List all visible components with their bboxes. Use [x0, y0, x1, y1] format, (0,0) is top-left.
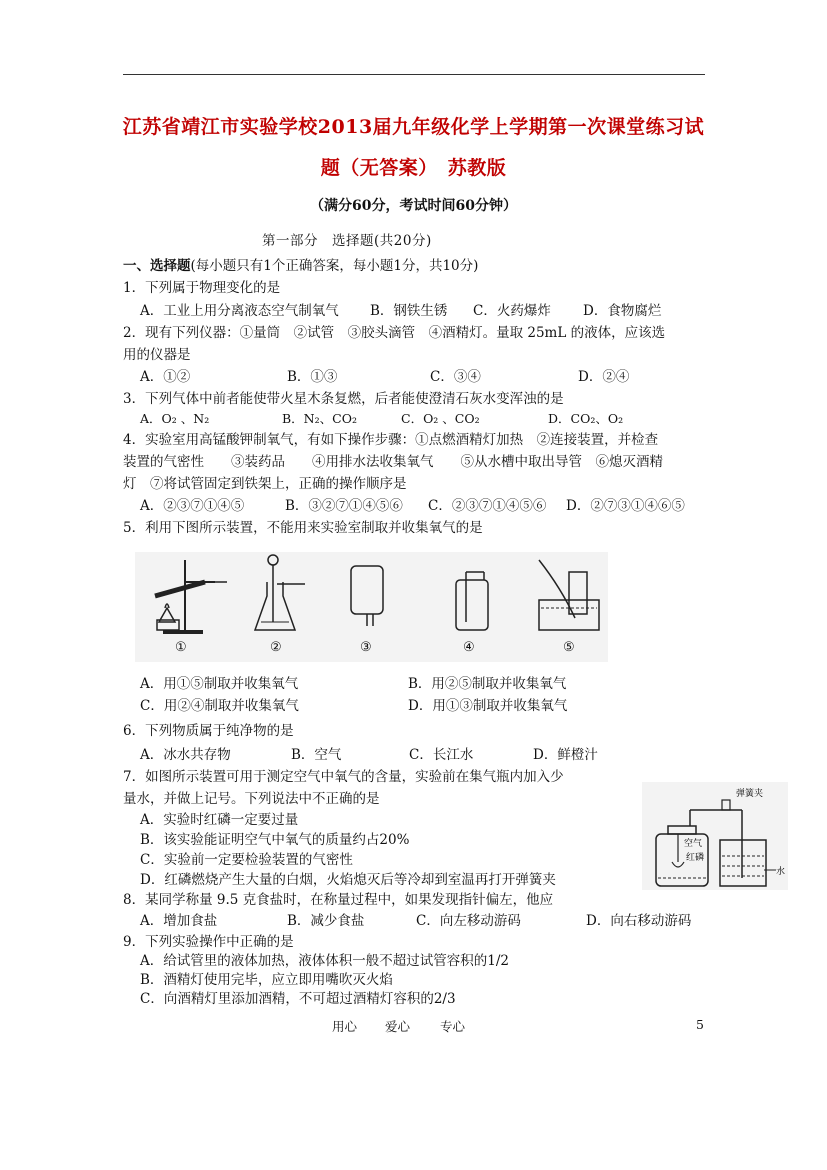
q4-option-a: A．②③⑦①④⑤	[140, 498, 245, 514]
q7-option-d: D．红磷燃烧产生大量的白烟，火焰熄灭后等冷却到室温再打开弹簧夹	[140, 872, 556, 888]
q7-option-a: A．实验时红磷一定要过量	[140, 812, 299, 828]
label-phosphorus: 红磷	[686, 853, 705, 863]
q9-option-b: B．酒精灯使用完毕，应立即用嘴吹灭火焰	[140, 972, 393, 988]
part1-heading	[123, 256, 478, 276]
label-water: 水	[776, 867, 786, 877]
footer-word-2: 爱心	[385, 1019, 411, 1034]
q6-stem: 6．下列物质属于纯净物的是	[123, 723, 294, 739]
q2-stem-line1: 2．现有下列仪器：①量筒 ②试管 ③胶头滴管 ④酒精灯。量取 25mL 的液体，应该选	[123, 325, 666, 341]
q6-option-a: A．冰水共存物	[140, 747, 231, 763]
doc-title-line2: 题（无答案） 苏教版	[320, 157, 507, 179]
apparatus-1-heating-tube	[145, 552, 230, 637]
q4-stem-line1: 4．实验室用高锰酸钾制氧气，有如下操作步骤：①点燃酒精灯加热 ②连接装置，并检查	[123, 432, 659, 448]
label-air: 空气	[684, 839, 703, 849]
q2-option-c: C．③④	[430, 369, 481, 385]
apparatus-5-water-trough	[535, 552, 605, 637]
q1-option-a: A．工业上用分离液态空气制氧气	[140, 303, 339, 319]
q7-option-b: B．该实验能证明空气中氧气的质量约占20%	[140, 832, 410, 848]
footer-word-1: 用心	[332, 1019, 358, 1034]
q5-option-c: C．用②④制取并收集氧气	[140, 698, 299, 714]
q8-option-c: C．向左移动游码	[416, 913, 521, 929]
q9-option-a: A．给试管里的液体加热，液体体积一般不超过试管容积的1/2	[140, 953, 509, 969]
q3-option-d: D．CO₂、O₂	[548, 411, 624, 426]
q5-option-a: A．用①⑤制取并收集氧气	[140, 676, 299, 692]
q6-option-d: D．鲜橙汁	[533, 747, 598, 763]
header-rule	[123, 74, 705, 75]
q3-option-a: A．O₂ 、N₂	[140, 411, 210, 426]
q2-option-a: A．①②	[140, 369, 191, 385]
fig-label-4: ④	[463, 640, 475, 655]
doc-title-line1: 江苏省靖江市实验学校2013届九年级化学上学期第一次课堂练习试	[122, 116, 705, 138]
apparatus-4-gas-bottle	[450, 552, 500, 637]
q4-stem-line3: 灯 ⑦将试管固定到铁架上，正确的操作顺序是	[123, 476, 407, 492]
q8-option-a: A．增加食盐	[140, 913, 218, 929]
q9-stem: 9．下列实验操作中正确的是	[123, 934, 294, 950]
q3-option-c: C．O₂ 、CO₂	[401, 411, 480, 426]
fig-label-3: ③	[360, 640, 372, 655]
q5-option-d: D．用①③制取并收集氧气	[408, 698, 568, 714]
doc-subtitle: （满分60分，考试时间60分钟）	[310, 198, 517, 214]
apparatus-3-inverted-bottle	[345, 552, 395, 637]
q8-stem: 8．某同学称量 9.5 克食盐时，在称量过程中，如果发现指针偏左，他应	[123, 892, 554, 908]
q9-option-c: C．向酒精灯里添加酒精，不可超过酒精灯容积的2/3	[140, 991, 456, 1007]
section-heading: 第一部分 选择题(共20分)	[262, 233, 432, 249]
fig-label-1: ①	[175, 640, 187, 655]
q2-stem-line2: 用的仪器是	[123, 347, 191, 363]
q7-stem-line1: 7．如图所示装置可用于测定空气中氧气的含量，实验前在集气瓶内加入少	[123, 769, 564, 785]
apparatus-2-conical-flask	[253, 552, 313, 637]
q3-stem: 3．下列气体中前者能使带火星木条复燃，后者能使澄清石灰水变浑浊的是	[123, 391, 564, 407]
fig-label-5: ⑤	[563, 640, 575, 655]
q8-option-b: B．减少食盐	[287, 913, 365, 929]
label-clamp: 弹簧夹	[736, 789, 764, 799]
q6-option-b: B．空气	[291, 747, 342, 763]
q5-apparatus-figure	[135, 552, 608, 662]
q5-stem: 5．利用下图所示装置，不能用来实验室制取并收集氧气的是	[123, 520, 483, 536]
q7-option-c: C．实验前一定要检验装置的气密性	[140, 852, 353, 868]
footer-word-3: 专心	[440, 1019, 466, 1034]
q1-option-b: B．钢铁生锈	[370, 303, 448, 319]
q1-stem: 1．下列属于物理变化的是	[123, 280, 281, 296]
q4-stem-line2: 装置的气密性 ③装药品 ④用排水法收集氧气 ⑤从水槽中取出导管 ⑥熄灭酒精	[123, 454, 663, 470]
q1-option-d: D．食物腐烂	[583, 303, 662, 319]
q4-option-b: B．③②⑦①④⑤⑥	[285, 498, 403, 514]
fig-label-2: ②	[270, 640, 282, 655]
page-number: 5	[696, 1017, 704, 1032]
q2-option-d: D．②④	[578, 369, 630, 385]
q7-apparatus-figure	[642, 782, 788, 890]
q7-stem-line2: 量水，并做上记号。下列说法中不正确的是	[123, 791, 380, 807]
q4-option-d: D．②⑦③①④⑥⑤	[566, 498, 685, 514]
q3-option-b: B．N₂、CO₂	[282, 411, 357, 426]
q5-option-b: B．用②⑤制取并收集氧气	[408, 676, 567, 692]
q2-option-b: B．①③	[287, 369, 338, 385]
part1-heading-rest: (每小题只有1个正确答案，每小题1分，共10分)	[190, 258, 479, 274]
q8-option-d: D．向右移动游码	[586, 913, 692, 929]
part1-heading-bold: 一、选择题	[123, 258, 191, 274]
q4-option-c: C．②③⑦①④⑤⑥	[428, 498, 547, 514]
q1-option-c: C．火药爆炸	[473, 303, 551, 319]
q6-option-c: C．长江水	[409, 747, 474, 763]
